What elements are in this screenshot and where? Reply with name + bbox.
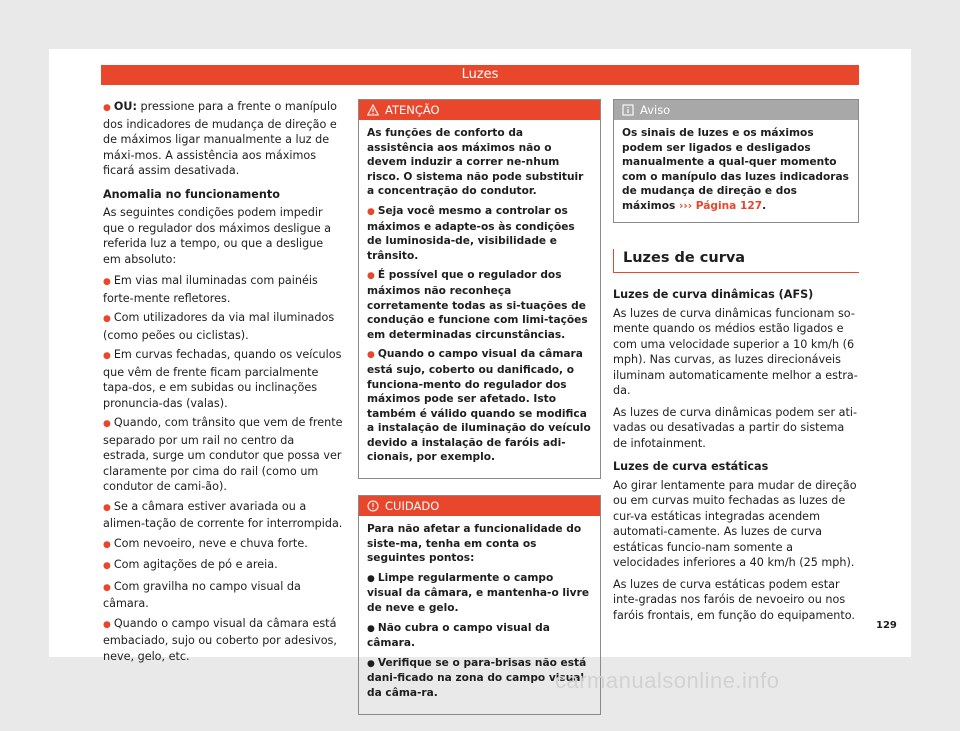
list-item bbox=[103, 616, 343, 665]
intro-text: pressione para a frente o manípulo dos indicadores de mudança de direção e de máximos ligar manualmente a luz de máxi-mos. A assistência aos máximos ficará assim desativada. bbox=[103, 100, 337, 177]
list-item bbox=[103, 415, 343, 495]
bullet-icon: ● bbox=[367, 271, 375, 282]
bullet-icon: ● bbox=[103, 103, 111, 113]
list-item-text: Não cubra o campo visual da câmara. bbox=[367, 621, 550, 650]
anomaly-list bbox=[103, 273, 343, 664]
bullet-icon: ● bbox=[103, 351, 111, 361]
notice-body bbox=[614, 120, 858, 222]
column-right bbox=[613, 99, 859, 629]
list-item bbox=[103, 557, 343, 575]
warning-intro: As funções de conforto da assistência aos máximos não o devem induzir a correr ne-nhum risco. O sistema não pode substituir a concentração do condutor. bbox=[367, 127, 584, 198]
bullet-icon: ● bbox=[367, 658, 375, 669]
list-item bbox=[367, 621, 592, 651]
caution-header bbox=[359, 496, 600, 516]
anomaly-text: As seguintes condições podem impedir que o regulador dos máximos desligue a referida luz a tempo, ou que a desligue em absoluto: bbox=[103, 206, 331, 266]
dynamic-lights-heading: Luzes de curva dinâmicas (AFS) bbox=[613, 288, 814, 302]
caution-intro: Para não afetar a funcionalidade do siste-ma, tenha em conta os seguintes pontos: bbox=[367, 523, 582, 565]
bullet-icon: ● bbox=[103, 419, 111, 429]
list-item bbox=[103, 310, 343, 343]
notice-box bbox=[613, 99, 859, 223]
column-left bbox=[103, 99, 343, 668]
list-item bbox=[103, 536, 343, 554]
static-lights-heading: Luzes de curva estáticas bbox=[613, 460, 769, 474]
page-number: 129 bbox=[876, 620, 897, 631]
bullet-icon: ● bbox=[103, 277, 111, 287]
section-title: Luzes de curva bbox=[613, 249, 859, 274]
list-item-text: Com nevoeiro, neve e chuva forte. bbox=[113, 536, 308, 550]
warning-body bbox=[359, 120, 600, 478]
list-item-text: Verifique se o para-brisas não está dani-ficado na zona do campo visual da câma-ra. bbox=[367, 656, 587, 699]
bullet-icon: ● bbox=[367, 623, 375, 634]
dynamic-lights-text-1: As luzes de curva dinâmicas funcionam so-mente quando os médios estão ligados e com uma velocidade superior a 10 km/h (6 mph). Nas curvas, as luzes direcionáveis iluminam automaticamente melhor a estra-da. bbox=[613, 306, 858, 398]
warning-triangle-icon bbox=[367, 104, 379, 116]
list-item bbox=[103, 499, 343, 532]
list-item-text: Quando o campo visual da câmara está embaciado, sujo ou coberto por adesivos, neve, gelo, etc. bbox=[103, 616, 337, 663]
page-header: Luzes bbox=[101, 65, 859, 85]
bullet-icon: ● bbox=[103, 582, 111, 593]
list-item bbox=[367, 347, 592, 465]
anomaly-heading: Anomalia no funcionamento bbox=[103, 187, 280, 201]
list-item-text: É possível que o regulador dos máximos não reconheça corretamente todas as si-tuações de condução e funcione com limi-tações em determinadas circunstâncias. bbox=[367, 269, 588, 341]
bullet-icon: ● bbox=[103, 314, 111, 324]
intro-label: OU: bbox=[113, 100, 137, 113]
list-item bbox=[103, 273, 343, 306]
bullet-icon: ● bbox=[367, 350, 375, 361]
dynamic-lights-text-2: As luzes de curva dinâmicas podem ser ati-vadas ou desativadas a partir do sistema de infotainment. bbox=[613, 405, 857, 450]
list-item-text: Se a câmara estiver avariada ou a alimen-tação de corrente for interrompida. bbox=[103, 499, 343, 530]
list-item-text: Com utilizadores da via mal iluminados (como peões ou ciclistas). bbox=[103, 311, 335, 342]
bullet-icon: ● bbox=[103, 502, 111, 513]
bullet-icon: ● bbox=[103, 619, 111, 630]
bullet-icon: ● bbox=[103, 561, 111, 571]
bullet-icon: ● bbox=[103, 539, 111, 550]
list-item-text: Com agitações de pó e areia. bbox=[113, 558, 278, 571]
list-item-text: Em vias mal iluminadas com painéis forte-mente refletores. bbox=[103, 274, 318, 305]
notice-title: Aviso bbox=[640, 103, 671, 117]
list-item bbox=[367, 204, 592, 263]
info-icon bbox=[622, 104, 634, 116]
warning-box bbox=[358, 99, 601, 479]
list-item-text: Limpe regularmente o campo visual da câmara, e mantenha-o livre de neve e gelo. bbox=[367, 571, 589, 615]
warning-header bbox=[359, 100, 600, 120]
notice-text: Os sinais de luzes e os máximos podem ser ligados e desligados manualmente a qual-quer momento com o manípulo das luzes indicadoras de mudança de direção e dos máximos bbox=[622, 127, 849, 212]
exclamation-circle-icon bbox=[367, 500, 379, 512]
caution-title: CUIDADO bbox=[385, 499, 440, 514]
bullet-icon: ● bbox=[367, 573, 375, 584]
notice-text-end: . bbox=[762, 199, 767, 212]
watermark: carmanualsonline.info bbox=[555, 668, 780, 693]
list-item-text: Quando o campo visual da câmara está sujo, coberto ou danificado, o funciona-mento do regulador dos máximos pode ser afetado. Isto também é válido quando se modifica a instalação de iluminação do veículo devido a instalação de faróis adi-cionais, por exemplo. bbox=[367, 348, 591, 464]
list-item-text: Com gravilha no campo visual da câmara. bbox=[103, 579, 301, 610]
list-item bbox=[103, 347, 343, 411]
static-lights-text-1: Ao girar lentamente para mudar de direção ou em curvas muito fechadas as luzes de cur-va estáticas integradas acendem automati-camente. As luzes de curva estáticas funcio-nam somente a velocidades inferiores a 40 km/h (25 mph). bbox=[613, 478, 857, 570]
list-item bbox=[367, 571, 592, 616]
warning-title: ATENÇÃO bbox=[385, 103, 440, 117]
static-lights-text-2: As luzes de curva estáticas podem estar inte-gradas nos faróis de nevoeiro ou nos faróis frontais, em função do equipamento. bbox=[613, 577, 855, 622]
list-item bbox=[103, 579, 343, 612]
intro-paragraph bbox=[103, 99, 343, 179]
list-item-text: Em curvas fechadas, quando os veículos que vêm de frente ficam parcialmente tapa-dos, e em subidas ou inclinações pronuncia-das (valas). bbox=[103, 348, 342, 410]
column-middle bbox=[358, 99, 601, 731]
bullet-icon: ● bbox=[367, 206, 375, 217]
notice-header bbox=[614, 100, 858, 120]
list-item-text: Seja você mesmo a controlar os máximos e adapte-os às condições de luminosida-de, visibilidade e trânsito. bbox=[367, 204, 575, 262]
list-item-text: Quando, com trânsito que vem de frente separado por um rail no centro da estrada, surge um condutor que possa ver claramente por cima do rail (como um condutor de cami-ão). bbox=[103, 416, 343, 493]
page-reference-link[interactable]: ››› Página 127 bbox=[678, 199, 763, 212]
list-item bbox=[367, 268, 592, 342]
